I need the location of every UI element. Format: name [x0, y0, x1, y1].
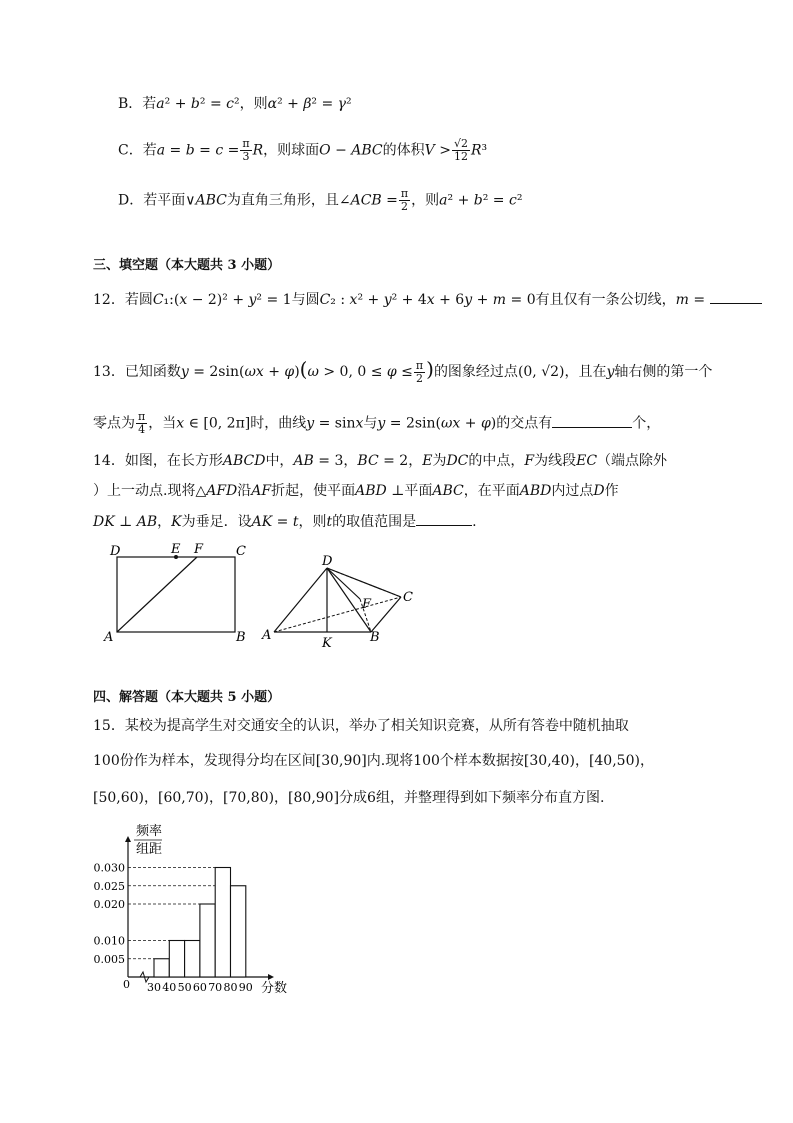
question-14-line-1: 14．如图，在长方形ABCD中，AB = 3，BC = 2，E为DC的中点，F为线段EC（端点除外: [93, 453, 668, 469]
q14-text-g: 为线段: [534, 453, 577, 469]
option-d: D．若平面∨ABC为直角三角形，且∠ACB = $\frac{\pi}{2}$ ，则a² + b² = c²: [118, 187, 523, 213]
segment-af: [117, 557, 197, 632]
q13-text-e: 零点为: [93, 415, 135, 432]
q14-text-r: ，则: [298, 514, 327, 530]
q14-text-o: 作: [604, 483, 619, 499]
y-tick-label: 0.020: [93, 898, 125, 911]
option-b: B．若a² + b² = c²，则α² + β² = γ²: [118, 96, 352, 112]
q12-answer-blank[interactable]: [710, 289, 762, 304]
y-tick-label: 0.030: [93, 861, 125, 875]
q15-text-g: 分成6组，并整理得到如下频率分布直方图.: [339, 790, 605, 806]
option-d-label: D．若平面: [118, 192, 186, 209]
q13-answer-blank[interactable]: [552, 413, 632, 428]
q12-m: m =: [675, 292, 706, 308]
pyr-label-a: A: [262, 628, 272, 643]
q14-text-m: ，在平面: [463, 483, 520, 499]
option-c-tail2: 的体积: [382, 142, 425, 159]
q14-figures: [100, 538, 430, 650]
q13-text-b: 的图象经过点: [433, 364, 518, 380]
histogram-bar: [185, 941, 200, 978]
histogram-bar: [154, 959, 169, 977]
dashed-ac: [274, 597, 401, 632]
q15-text-f: ，: [274, 790, 289, 806]
q13-text-c: ，且在: [564, 364, 607, 380]
x-tick-label: 40: [162, 981, 177, 994]
q14-text-t: .: [472, 514, 477, 530]
option-b-tail: ，则: [239, 96, 268, 112]
option-c-tail: ，则球面: [263, 142, 320, 159]
q13-text-j: 个，: [632, 415, 661, 432]
option-d-mid: 为直角三角形，且: [226, 192, 339, 209]
q14-text-q: 为垂足．设: [181, 514, 252, 530]
q15-text-c: ，: [574, 753, 589, 769]
y-tick-label: 0.010: [93, 934, 125, 948]
frequency-histogram: [80, 820, 310, 1000]
q13-text-h: 与: [363, 415, 378, 432]
q13-text-g: 时，曲线: [250, 415, 307, 432]
y-label-bottom: 组距: [136, 842, 163, 857]
question-15-line-3: [50,60)，[60,70)，[70,80)，[80,90]分成6组，并整理得到如下频率分布直方图.: [93, 790, 605, 806]
q14-text-i: ）上一动点.现将: [93, 483, 196, 499]
x-axis-arrow: [268, 974, 274, 980]
edge-ad: [274, 568, 327, 632]
q14-text-e: 为: [432, 453, 447, 469]
rectangle-figure: [103, 542, 246, 645]
label-e: E: [171, 542, 181, 557]
q14-text-p: ，: [157, 514, 172, 530]
q13-text-a: 13．已知函数: [93, 364, 181, 380]
y-label-top: 频率: [136, 824, 163, 839]
pyr-label-f: F: [362, 597, 372, 612]
pyr-label-d: D: [322, 554, 333, 569]
q15-text-a: 100份作为样本，发现得分均在区间: [93, 753, 316, 769]
option-d-tail: ，则: [411, 192, 440, 209]
q14-text-a: 14．如图，在长方形: [93, 453, 223, 469]
rectangle-abcd: [117, 557, 235, 632]
q13-text-f: ，当: [148, 415, 177, 432]
q14-text-h: （端点除外: [597, 453, 668, 469]
histogram-bar: [231, 886, 246, 977]
option-c-label: C．若: [118, 142, 157, 159]
label-b: B: [236, 630, 246, 645]
x-tick-label: 60: [192, 981, 207, 994]
q14-text-l: 平面: [404, 483, 433, 499]
question-15-line-2: 100份作为样本，发现得分均在区间[30,90]内.现将100个样本数据按[30,40)，[40,50)，: [93, 753, 654, 769]
q15-text-e: ，: [209, 790, 224, 806]
option-c: C．若a = b = c = $\frac{\pi}{3}$ R，则球面O − ABC的体积V > $\frac{√2}{12}$ R³: [118, 137, 488, 163]
histogram-bar: [200, 904, 215, 977]
question-13-line-1: 13．已知函数y = 2sin(ωx + φ)(ω > 0, 0 ≤ φ ≤ $\frac{\pi}{2}$ )的图象经过点(0, √2)，且在y轴右侧的第一个: [93, 357, 713, 385]
x-tick-label: 30: [147, 981, 161, 994]
x-axis-label: 分数: [261, 981, 288, 996]
q14-text-s: 的取值范围是: [332, 514, 417, 530]
y-tick-label: 0.005: [93, 952, 125, 966]
segment-df: [327, 568, 360, 599]
x-tick-label: 90: [238, 981, 253, 994]
question-12: 12．若圆C₁:(x − 2)² + y² = 1与圆C₂ : x² + y² + 4x + 6y + m = 0有且仅有一条公切线，m =: [93, 289, 762, 310]
label-a: A: [104, 630, 114, 645]
section-4-heading: 四、解答题（本大题共 5 小题）: [93, 690, 281, 705]
q12-num: 12．若圆: [93, 292, 153, 308]
option-b-label: B．若: [118, 96, 157, 112]
question-15-line-1: 15．某校为提高学生对交通安全的认识，举办了相关知识竞赛，从所有答卷中随机抽取: [93, 718, 629, 734]
q12-tail: 有且仅有一条公切线，: [535, 292, 676, 308]
x-tick-label: 70: [208, 981, 223, 994]
q14-text-k: 折起，使平面: [271, 483, 356, 499]
q14-text-n: 内过点: [551, 483, 594, 499]
origin-label: 0: [123, 978, 130, 991]
pyr-label-b: B: [370, 630, 380, 645]
q14-text-c: ，: [343, 453, 358, 469]
pyr-label-c: C: [403, 590, 413, 605]
histogram-bar: [169, 941, 184, 978]
q13-text-i: 的交点有: [496, 415, 553, 432]
label-f: F: [194, 542, 204, 557]
x-tick-label: 80: [223, 981, 238, 994]
q14-text-j: 沿: [237, 483, 252, 499]
q12-mid: 与圆: [291, 292, 320, 308]
y-axis-arrow: [125, 836, 131, 842]
section-3-heading: 三、填空题（本大题共 3 小题）: [93, 258, 281, 273]
y-tick-label: 0.025: [93, 879, 125, 893]
pyramid-figure: [261, 554, 413, 650]
question-14-line-3: DK ⊥ AB，K为垂足．设AK = t，则t的取值范围是 .: [93, 511, 477, 532]
q15-text-d: ，: [144, 790, 159, 806]
histogram-bar: [215, 868, 230, 978]
question-14-line-2: ）上一动点.现将△AFD沿AF折起，使平面ABD ⊥平面ABC，在平面ABD内过点D作: [93, 483, 619, 499]
q14-text-b: 中，: [265, 453, 294, 469]
x-tick-label: 50: [177, 981, 192, 994]
edge-bc: [371, 597, 401, 632]
pyr-label-k: K: [322, 636, 332, 650]
q13-text-d: 轴右侧的第一个: [614, 364, 713, 380]
q14-answer-blank[interactable]: [416, 511, 472, 526]
q14-text-d: ，: [408, 453, 423, 469]
label-d: D: [110, 544, 121, 559]
q14-text-f: 的中点，: [468, 453, 525, 469]
q15-text-b: 内.现将100个样本数据按: [366, 753, 524, 769]
label-c: C: [236, 544, 246, 559]
question-13-line-2: 零点为 $\frac{\pi}{4}$ ，当x ∈ [0, 2π]时，曲线y = sinx与y = 2sin(ωx + φ)的交点有 个，: [93, 410, 661, 436]
